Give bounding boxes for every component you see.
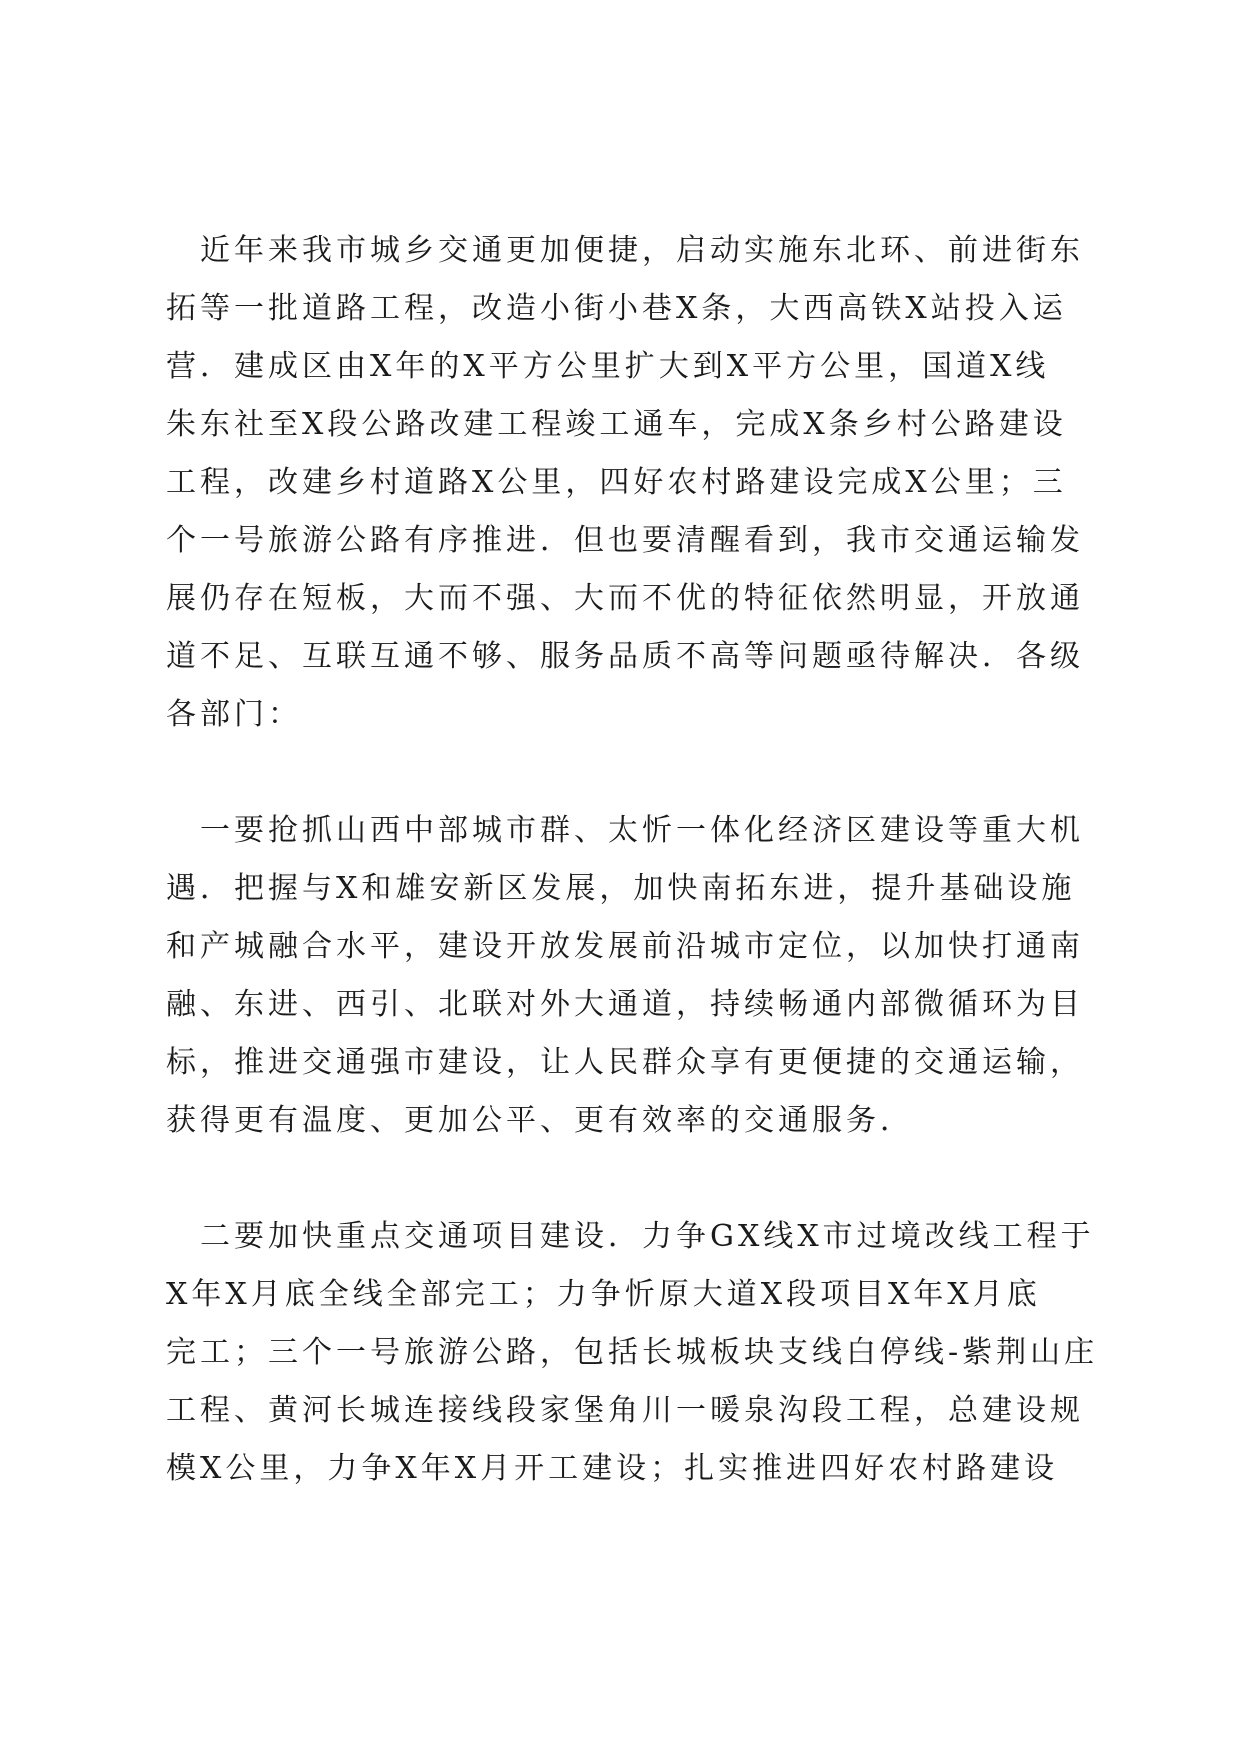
document-body [166, 222, 1099, 1498]
paragraph-3 [166, 1208, 1099, 1498]
text-line: 二要加快重点交通项目建设．力争GX线X市过境改线工程于 [166, 1219, 1095, 1254]
text-line: X年X月底全线全部完工；力争忻原大道X段项目X年X月底 [166, 1277, 1041, 1312]
text-line: 朱东社至X段公路改建工程竣工通车，完成X条乡村公路建设 [166, 407, 1067, 442]
text-line: 近年来我市城乡交通更加便捷，启动实施东北环、前进街东 [166, 233, 1084, 268]
paragraph-1 [166, 222, 1084, 744]
text-line: 融、东进、西引、北联对外大通道，持续畅通内部微循环为目 [166, 987, 1084, 1022]
text-line: 展仍存在短板，大而不强、大而不优的特征依然明显，开放通 [166, 581, 1084, 616]
text-line: 和产城融合水平，建设开放发展前沿城市定位，以加快打通南 [166, 929, 1084, 964]
text-line: 个一号旅游公路有序推进．但也要清醒看到，我市交通运输发 [166, 523, 1084, 558]
paragraph-2 [166, 802, 1084, 1150]
text-line: 拓等一批道路工程，改造小街小巷X条，大西高铁X站投入运 [166, 291, 1067, 326]
text-line: 工程、黄河长城连接线段家堡角川一暖泉沟段工程，总建设规 [166, 1393, 1084, 1428]
paragraph-gap [166, 1150, 1076, 1208]
text-line: 工程，改建乡村道路X公里，四好农村路建设完成X公里；三 [166, 465, 1067, 500]
text-line: 各部门： [166, 697, 302, 732]
text-line: 营．建成区由X年的X平方公里扩大到X平方公里，国道X线 [166, 349, 1050, 384]
text-line: 遇．把握与X和雄安新区发展，加快南拓东进，提升基础设施 [166, 871, 1076, 906]
paragraph-gap [166, 744, 1076, 802]
text-line: 道不足、互联互通不够、服务品质不高等问题亟待解决．各级 [166, 639, 1084, 674]
text-line: 一要抢抓山西中部城市群、太忻一体化经济区建设等重大机 [166, 813, 1084, 848]
text-line: 获得更有温度、更加公平、更有效率的交通服务． [166, 1103, 914, 1138]
text-line: 完工；三个一号旅游公路，包括长城板块支线白停线-紫荆山庄 [166, 1335, 1099, 1370]
text-line: 模X公里，力争X年X月开工建设；扎实推进四好农村路建设 [166, 1451, 1059, 1486]
text-line: 标，推进交通强市建设，让人民群众享有更便捷的交通运输， [166, 1045, 1084, 1080]
